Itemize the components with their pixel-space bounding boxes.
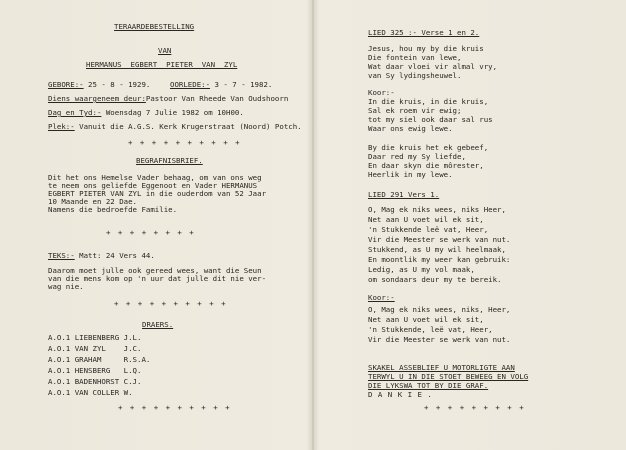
bearers-heading: DRAERS.: [142, 320, 174, 329]
obituary-line: EGBERT PIETER VAN ZYL in die ouderdom van 52 Jaar: [48, 189, 267, 198]
hymn-line: By die kruis het ek gebeef,: [368, 143, 489, 152]
chorus-line: 'n Stukkende, leë vat, Heer,: [368, 325, 493, 334]
bearer-row: A.O.1 LIEBENBERG J.L.: [48, 333, 142, 342]
scripture-line: [48, 252, 155, 260]
notice-line: TERWYL U IN DIE STOET BEWEEG EN VOLG: [368, 372, 529, 381]
bearer-row: A.O.1 HENSBERG L.Q.: [48, 366, 142, 375]
died-value: 3 - 7 - 1982.: [210, 80, 273, 89]
born-value: 25 - 8 - 1929.: [83, 80, 151, 89]
place-value: Vanuit die A.G.S. Kerk Krugerstraat (Noord) Potch.: [74, 122, 302, 131]
chorus-line: O, Mag ek niks wees, niks, Heer,: [368, 305, 511, 314]
scripture-label: TEKS:-: [48, 251, 75, 260]
day-line: [48, 109, 244, 117]
hymn-291-heading: LIED 291 Vers 1.: [368, 190, 440, 199]
obituary-line: Dit het ons Hemelse Vader behaag, om van ons weg: [48, 173, 262, 182]
bearer-row: A.O.1 VAN ZYL J.C.: [48, 344, 142, 353]
hymn-line: Wat daar vloei vir almal vry,: [368, 62, 498, 71]
place-label: Plek:-: [48, 122, 75, 131]
scripture-text: wag nie.: [48, 282, 84, 291]
deceased-name: HERMANUS EGBERT PIETER VAN ZYL: [86, 60, 238, 69]
born-label: GEBORE:-: [48, 80, 84, 89]
chorus-line: In die kruis, in die kruis,: [368, 97, 489, 106]
hymn-line: En moontlik my weer kan gebruik:: [368, 255, 511, 264]
hymn-line: Daar red my Sy liefde,: [368, 152, 466, 161]
chorus-line: Net aan U voet wil ek sit,: [368, 315, 484, 324]
scripture-text: van die mens kom op 'n uur dat julle dit nie ver-: [48, 274, 267, 283]
chorus-label: Koor:-: [368, 293, 395, 302]
scripture-ref: Matt: 24 Vers 44.: [74, 251, 155, 260]
born-line: [48, 81, 150, 89]
place-line: [48, 123, 302, 131]
divider-stars: + + + + + + + +: [106, 228, 196, 237]
hymn-line: van Sy lydingsheuwel.: [368, 71, 462, 80]
hymn-line: Stukkend, as U my wil heelmaak,: [368, 245, 506, 254]
bearer-row: A.O.1 BADENHORST C.J.: [48, 377, 142, 386]
hymn-line: Net aan U voet wil ek sit,: [368, 215, 484, 224]
service-label: Diens waargeneem deur:: [48, 94, 146, 103]
chorus-line: tot my siel ook daar sal rus: [368, 115, 493, 124]
hymn-line: En daar skyn die môrester,: [368, 161, 484, 170]
hymn-line: O, Mag ek niks wees, niks Heer,: [368, 205, 506, 214]
chorus-line: Waar ons ewig lewe.: [368, 124, 453, 133]
service-value: Pastoor Van Rheede Van Oudshoorn: [145, 94, 289, 103]
hymn-line: 'n Stukkende leë vat, Heer,: [368, 225, 489, 234]
hymn-line: Jesus, hou my by die kruis: [368, 44, 484, 53]
chorus-line: Sal ek roem vir ewig;: [368, 106, 462, 115]
day-label: Dag en Tyd:-: [48, 108, 102, 117]
obituary-line: 10 Maande en 22 Dae.: [48, 197, 137, 206]
chorus-line: Vir die Meester se werk van nut.: [368, 335, 511, 344]
divider-stars: + + + + + + + + +: [424, 403, 526, 412]
bearer-row: A.O.1 VAN COLLER W.: [48, 388, 133, 397]
hymn-line: Heerlik in my lewe.: [368, 170, 453, 179]
notice-line: SKAKEL ASSEBLIEF U MOTORLIGTE AAN: [368, 363, 515, 372]
scripture-text: Daarom moet julle ook gereed wees, want die Seun: [48, 266, 262, 275]
divider-stars: + + + + + + + + + +: [118, 403, 232, 412]
hymn-line: om sondaars deur my te bereik.: [368, 275, 502, 284]
hymn-line: Die fontein van lewe,: [368, 53, 462, 62]
hymn-line: Ledig, as U my vol maak,: [368, 265, 475, 274]
thanks-text: D A N K I E .: [368, 390, 433, 399]
service-line: [48, 95, 288, 103]
notice-line: DIE LYKSWA TOT BY DIE GRAF.: [368, 381, 489, 390]
obituary-line: Namens die bedroefde Familie.: [48, 205, 178, 214]
died-line: [170, 81, 272, 89]
obituary-line: te neem ons geliefde Eggenoot en Vader HERMANUS: [48, 181, 258, 190]
title-heading: TERAARDEBESTELLING: [114, 22, 195, 31]
obituary-heading: BEGRAFNISBRIEF.: [136, 156, 203, 165]
page-fold: [312, 0, 314, 450]
bearer-row: A.O.1 GRAHAM R.S.A.: [48, 355, 151, 364]
day-value: Woensdag 7 Julie 1982 om 10H00.: [101, 108, 244, 117]
hymn-325-heading: LIED 325 :- Verse 1 en 2.: [368, 28, 480, 37]
chorus-label: Koor:-: [368, 88, 395, 97]
died-label: OORLEDE:-: [170, 80, 211, 89]
title-van: VAN: [158, 46, 172, 55]
hymn-line: Vir die Meester se werk van nut.: [368, 235, 511, 244]
divider-stars: + + + + + + + + + +: [128, 138, 242, 147]
divider-stars: + + + + + + + + + +: [114, 299, 228, 308]
